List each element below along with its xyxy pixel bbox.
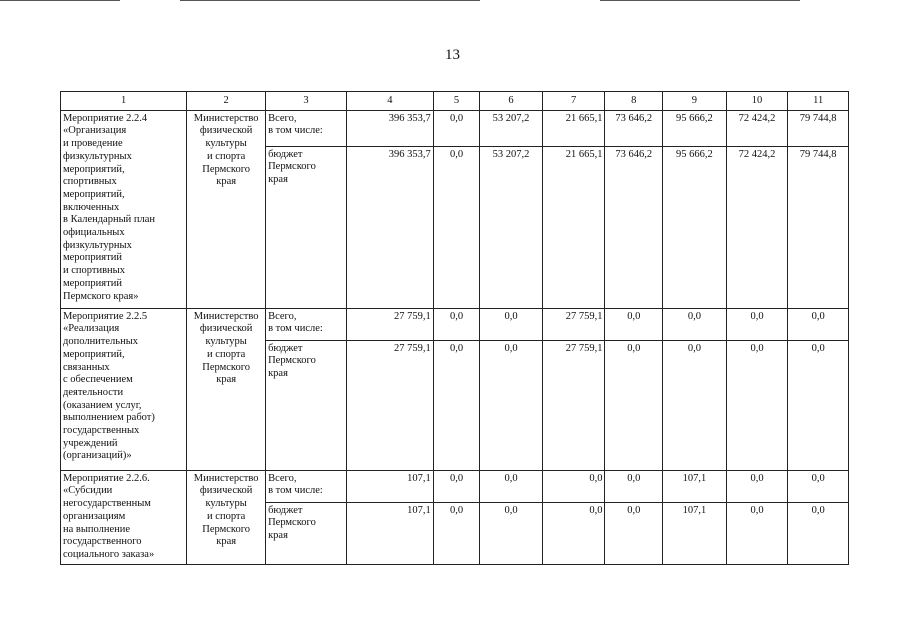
amount-cell: 396 353,7 <box>346 146 433 308</box>
header-row <box>61 92 849 111</box>
funding-source: Всего, в том числе: <box>266 470 347 502</box>
top-edge-lines <box>0 0 905 2</box>
header-cell: 1 <box>61 92 187 111</box>
amount-cell: 0,0 <box>433 502 479 564</box>
table-row <box>61 308 849 340</box>
amount-cell: 0,0 <box>726 470 788 502</box>
funding-source: бюджет Пермского края <box>266 146 347 308</box>
activity-name: Мероприятие 2.2.4 «Организация и проведение физкультурных мероприятий, спортивных мероприятий, включенных в Календарный план официальных физкультурных мероприятий и спортивных мероприятий Пермского края» <box>61 110 187 308</box>
funding-source: Всего, в том числе: <box>266 308 347 340</box>
executor: Министерство физической культуры и спорта Пермского края <box>187 470 266 564</box>
executor: Министерство физической культуры и спорта Пермского края <box>187 308 266 470</box>
amount-cell: 0,0 <box>480 502 543 564</box>
amount-cell: 21 665,1 <box>542 146 605 308</box>
header-cell: 5 <box>433 92 479 111</box>
amount-cell: 0,0 <box>433 340 479 470</box>
amount-cell: 27 759,1 <box>346 308 433 340</box>
amount-cell: 53 207,2 <box>480 110 543 146</box>
funding-source: Всего, в том числе: <box>266 110 347 146</box>
header-cell: 3 <box>266 92 347 111</box>
amount-cell: 79 744,8 <box>788 146 849 308</box>
amount-cell: 72 424,2 <box>726 146 788 308</box>
activity-name: Мероприятие 2.2.6. «Субсидии негосударственным организациям на выполнение государственного социального заказа» <box>61 470 187 564</box>
amount-cell: 0,0 <box>480 340 543 470</box>
amount-cell: 0,0 <box>726 340 788 470</box>
amount-cell: 107,1 <box>346 502 433 564</box>
amount-cell: 0,0 <box>542 470 605 502</box>
amount-cell: 0,0 <box>605 470 663 502</box>
page-number: 13 <box>445 47 460 63</box>
amount-cell: 0,0 <box>480 308 543 340</box>
amount-cell: 0,0 <box>433 146 479 308</box>
funding-source: бюджет Пермского края <box>266 502 347 564</box>
amount-cell: 53 207,2 <box>480 146 543 308</box>
executor: Министерство физической культуры и спорта Пермского края <box>187 110 266 308</box>
amount-cell: 95 666,2 <box>663 146 727 308</box>
amount-cell: 0,0 <box>542 502 605 564</box>
amount-cell: 73 646,2 <box>605 146 663 308</box>
amount-cell: 79 744,8 <box>788 110 849 146</box>
header-cell: 11 <box>788 92 849 111</box>
amount-cell: 95 666,2 <box>663 110 727 146</box>
amount-cell: 0,0 <box>605 340 663 470</box>
amount-cell: 0,0 <box>788 340 849 470</box>
amount-cell: 0,0 <box>788 308 849 340</box>
amount-cell: 0,0 <box>663 340 727 470</box>
amount-cell: 0,0 <box>726 308 788 340</box>
budget-table <box>60 91 849 565</box>
header-cell: 9 <box>663 92 727 111</box>
amount-cell: 0,0 <box>788 502 849 564</box>
amount-cell: 0,0 <box>433 470 479 502</box>
amount-cell: 107,1 <box>663 502 727 564</box>
amount-cell: 0,0 <box>788 470 849 502</box>
amount-cell: 0,0 <box>726 502 788 564</box>
amount-cell: 27 759,1 <box>542 308 605 340</box>
amount-cell: 0,0 <box>480 470 543 502</box>
table-row <box>61 110 849 146</box>
amount-cell: 107,1 <box>663 470 727 502</box>
amount-cell: 27 759,1 <box>542 340 605 470</box>
amount-cell: 0,0 <box>605 308 663 340</box>
amount-cell: 73 646,2 <box>605 110 663 146</box>
amount-cell: 396 353,7 <box>346 110 433 146</box>
amount-cell: 107,1 <box>346 470 433 502</box>
amount-cell: 0,0 <box>605 502 663 564</box>
header-cell: 2 <box>187 92 266 111</box>
header-cell: 8 <box>605 92 663 111</box>
amount-cell: 27 759,1 <box>346 340 433 470</box>
header-cell: 6 <box>480 92 543 111</box>
header-cell: 4 <box>346 92 433 111</box>
header-cell: 10 <box>726 92 788 111</box>
amount-cell: 0,0 <box>433 110 479 146</box>
activity-name: Мероприятие 2.2.5 «Реализация дополнительных мероприятий, связанных с обеспечением деятельности (оказанием услуг, выполнением работ) государственных учреждений (организаций)» <box>61 308 187 470</box>
table-row <box>61 470 849 502</box>
amount-cell: 21 665,1 <box>542 110 605 146</box>
funding-source: бюджет Пермского края <box>266 340 347 470</box>
amount-cell: 0,0 <box>433 308 479 340</box>
amount-cell: 0,0 <box>663 308 727 340</box>
header-cell: 7 <box>542 92 605 111</box>
amount-cell: 72 424,2 <box>726 110 788 146</box>
